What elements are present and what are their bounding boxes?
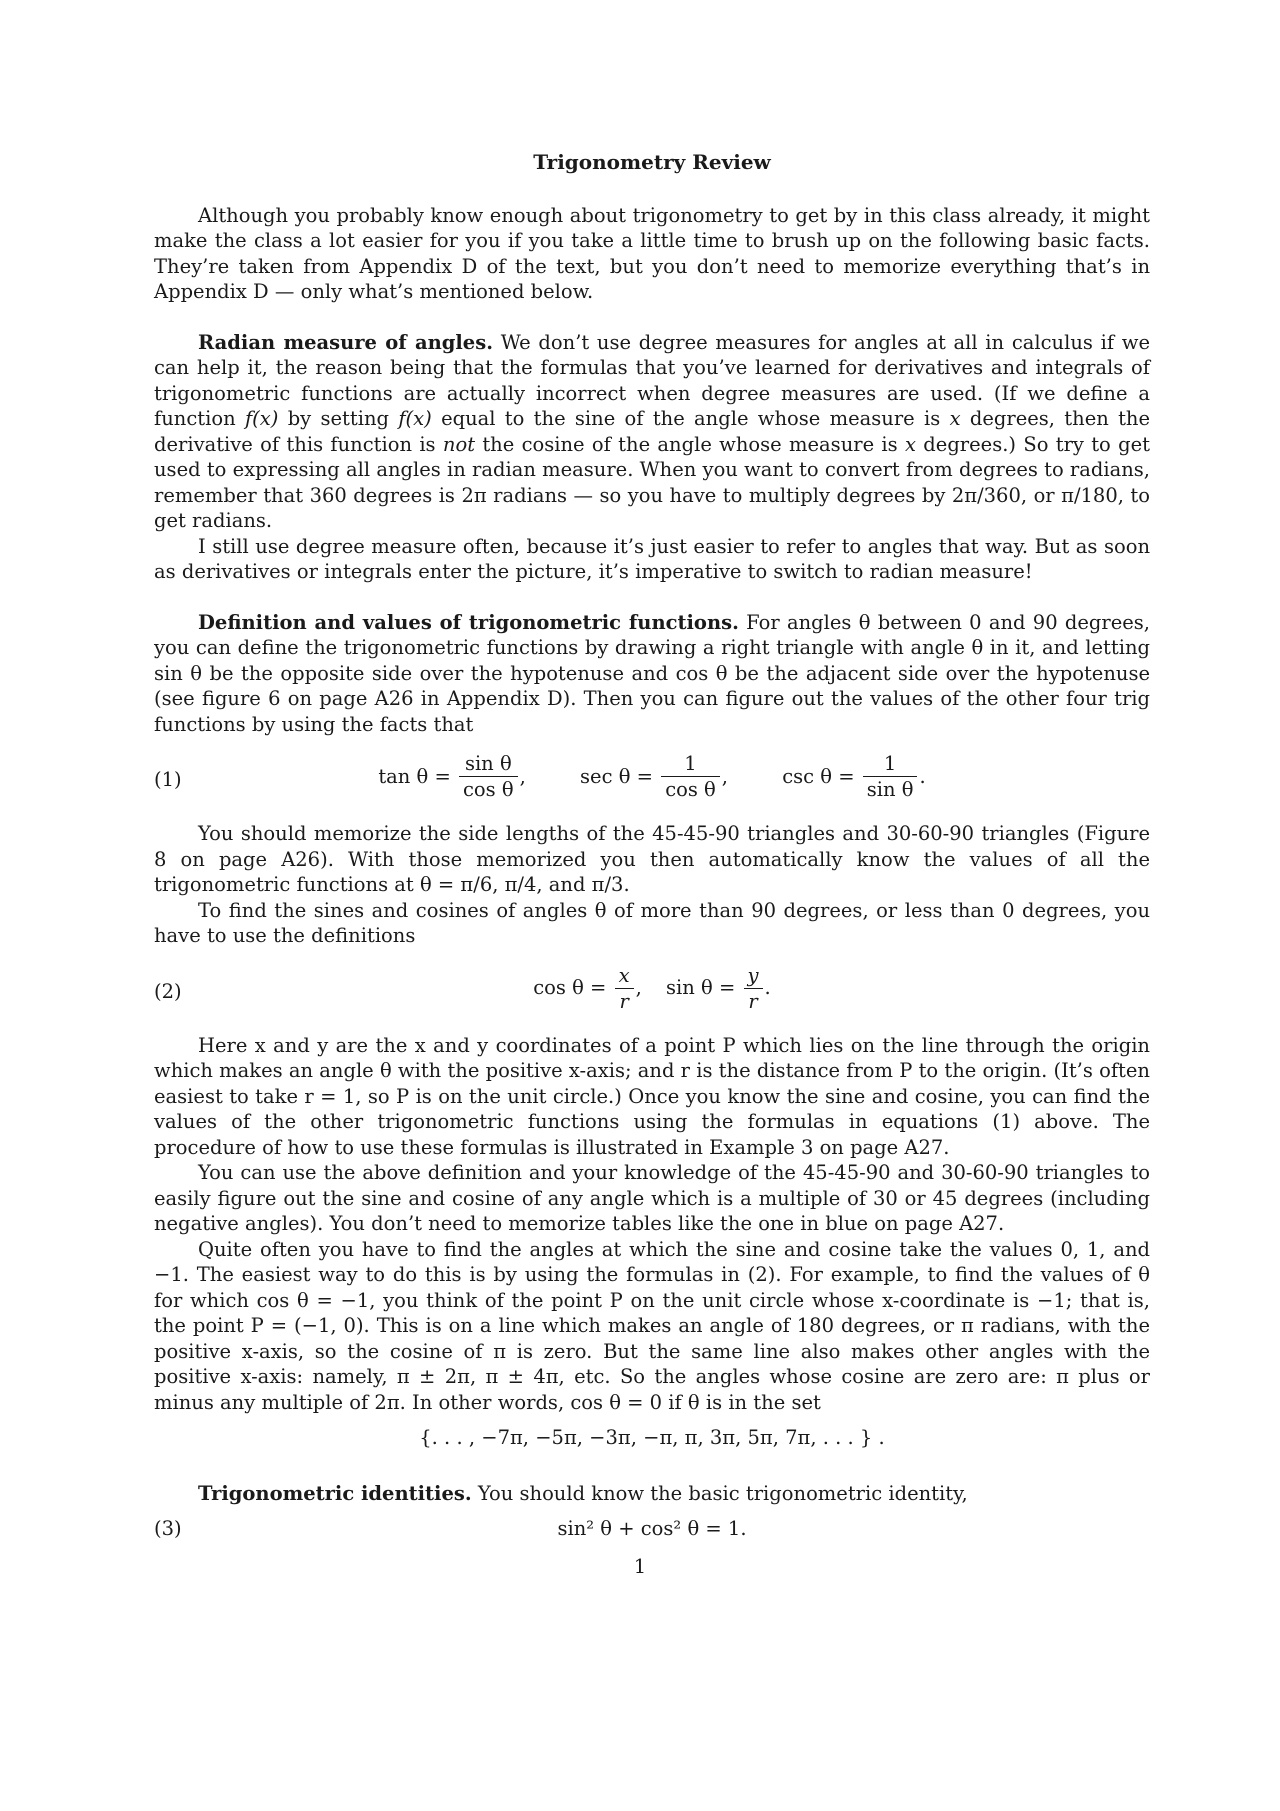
fraction: $\frac{\text{sin θ}}{\text{cos θ}}$ — [459, 751, 518, 802]
radian-paragraph-1: Radian measure of angles. We don’t use degree measures for angles at all in calculus if we can help it, the reason being that the formulas that you’ve learned for derivatives and integrals of trigonometric functions are actually incorrect when degree measures are used. (If we define a function f(x) by setting f(x) equal to the sine of the angle whose measure is x degrees, then the derivative of this function is not the cosine of the angle whose measure is x degrees.) So try to get used to expressing all angles in radian measure. When you want to convert from degrees to radians, remember that 360 degrees is 2π radians — so you have to multiply degrees by 2π/360, or π/180, to get radians. — [154, 330, 1151, 532]
definition-paragraph-6: Quite often you have to find the angles at which the sine and cosine take the values 0, 1, and −1. The easiest way to do this is by using the formulas in (2). For example, to find the values of θ for which cos θ = −1, you think of the point P on the unit circle whose x-coordinate is −1; that is, the point P = (−1, 0). This is on a line which makes an angle of 180 degrees, or π radians, with the positive x-axis, so the cosine of π is zero. But the same line also makes other angles with the positive x-axis: namely, π ± 2π, π ± 4π, etc. So the angles whose cosine are zero are: π plus or minus any multiple of 2π. In other words, cos θ = 0 if θ is in the set — [154, 1237, 1150, 1414]
identities-paragraph: Trigonometric identities. You should know the basic trigonometric identity, — [198, 1481, 968, 1505]
fraction: $\frac{y}{r}$ — [744, 963, 763, 1014]
radian-paragraph-2: I still use degree measure often, because it’s just easier to refer to angles that way. But as soon as derivatives or integrals enter the picture, it’s imperative to switch to radian measure! — [154, 534, 1150, 583]
equation-number: (3) — [154, 1517, 182, 1540]
equation-3: (3) sin² θ + cos² θ = 1. — [154, 1517, 747, 1540]
equation-number: (1) — [154, 768, 182, 791]
fraction: $\frac{x}{r}$ — [615, 963, 634, 1014]
identities-heading: Trigonometric identities. — [198, 1481, 472, 1505]
radian-section — [154, 330, 1150, 585]
definition-paragraph-3: To find the sines and cosines of angles θ of more than 90 degrees, or less than 0 degrees, you have to use the definitions — [154, 898, 1150, 947]
document-page — [154, 150, 1150, 1546]
equation-2: (2) cos θ = $\frac{x}{r}$ , sin θ = $\frac{y}{r}$ . — [154, 963, 771, 1013]
definition-paragraph-2: You should memorize the side lengths of the 45-45-90 triangles and 30-60-90 triangles (Figure 8 on page A26). With those memorized you then automatically know the values of all the trigonometric functions at θ = π/6, π/4, and π/3. — [154, 822, 1150, 896]
fraction: $\frac{1}{\text{cos θ}}$ — [661, 751, 720, 802]
page-number: 1 — [633, 1555, 647, 1578]
fraction: $\frac{1}{\text{sin θ}}$ — [863, 751, 918, 802]
page-title: Trigonometry Review — [533, 150, 771, 174]
equation-number: (2) — [154, 979, 182, 1003]
definition-paragraph-4: Here x and y are the x and y coordinates of a point P which lies on the line through the origin which makes an angle θ with the positive x-axis; and r is the distance from P to the origin. (It’s often easiest to take r = 1, so P is on the unit circle.) Once you know the sine and cosine, you can find the values of the other trigonometric functions using the formulas in equations (1) above. The procedure of how to use these formulas is illustrated in Example 3 on page A27. — [154, 1033, 1150, 1159]
identities-section — [154, 1481, 1150, 1547]
definition-paragraph-5: You can use the above definition and your knowledge of the 45-45-90 and 30-60-90 triangles to easily figure out the sine and cosine of any angle which is a multiple of 30 or 45 degrees (including negative angles). You don’t need to memorize tables like the one in blue on page A27. — [154, 1161, 1150, 1235]
intro-paragraph: Although you probably know enough about trigonometry to get by in this class already, it might make the class a lot easier for you if you take a little time to brush up on the following basic facts. They’re taken from Appendix D of the text, but you don’t need to memorize everything that’s in Appendix D — only what’s mentioned below. — [154, 203, 1150, 303]
equation-1: (1) tan θ = $\frac{\text{sin θ}}{\text{cos θ}}$ , sec θ = $\frac{1}{\text{cos θ}}$ , csc θ = $\frac{1}{\text{sin θ}}$ . — [154, 752, 926, 801]
radian-heading: Radian measure of angles. — [198, 330, 493, 354]
definition-paragraph-1: Definition and values of trigonometric functions. For angles θ between 0 and 90 degrees, you can define the trigonometric functions by drawing a right triangle with angle θ in it, and letting sin θ be the opposite side over the hypotenuse and cos θ be the adjacent side over the hypotenuse (see figure 6 on page A26 in Appendix D). Then you can figure out the values of the other four trig functions by using the facts that — [154, 610, 1151, 736]
definition-heading: Definition and values of trigonometric functions. — [198, 610, 739, 634]
definition-section — [154, 610, 1150, 1451]
angle-set: {. . . , −7π, −5π, −3π, −π, π, 3π, 5π, 7π, . . . } . — [419, 1426, 885, 1449]
